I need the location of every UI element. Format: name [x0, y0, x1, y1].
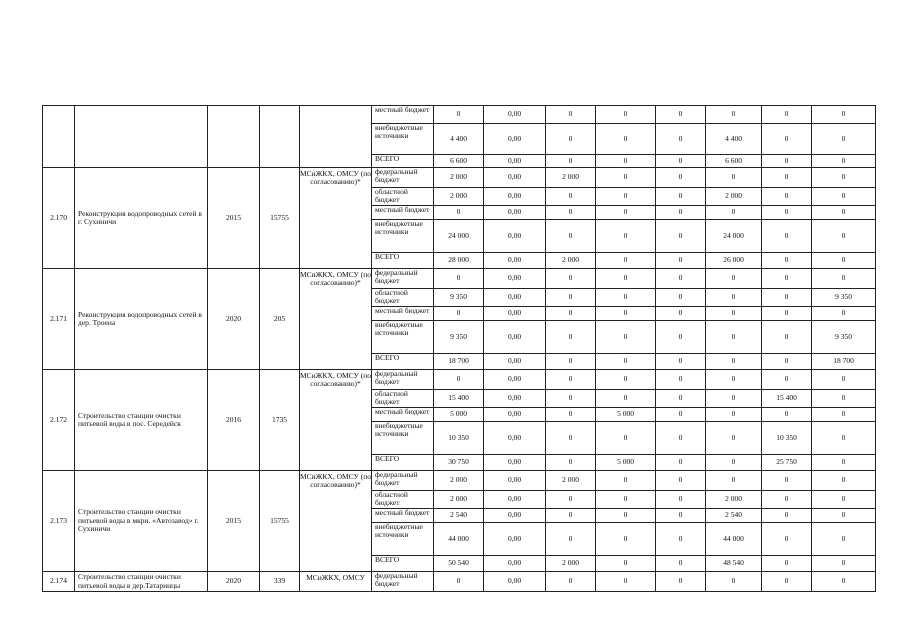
funding-table — [42, 105, 876, 592]
table-row — [43, 106, 876, 124]
value-cell-y2017: 0 — [656, 471, 706, 491]
value-cell-y2016: 0 — [596, 354, 656, 370]
value-cell-total: 0 — [434, 206, 484, 220]
project-cost: 15755 — [260, 471, 300, 572]
project-executor: МСиЖКХ, ОМСУ (по согласованию)* — [300, 471, 372, 572]
value-cell-y2020: 0 — [812, 572, 876, 592]
value-cell-y2016: 0 — [596, 370, 656, 390]
value-cell-y2017: 0 — [656, 556, 706, 572]
row-code: 2.174 — [43, 572, 75, 592]
table-row — [43, 370, 876, 390]
funding-source: местный бюджет — [372, 509, 434, 523]
value-cell-total: 9 350 — [434, 289, 484, 307]
value-cell-y2015: 2 000 — [546, 253, 596, 269]
value-cell-total: 2 000 — [434, 471, 484, 491]
value-cell-y2016: 0 — [596, 390, 656, 408]
value-cell-y2014: 0,00 — [484, 188, 546, 206]
value-cell-y2014: 0,00 — [484, 523, 546, 556]
value-cell-y2017: 0 — [656, 220, 706, 253]
value-cell-y2019: 0 — [762, 307, 812, 321]
value-cell-total: 0 — [434, 307, 484, 321]
value-cell-total: 30 750 — [434, 455, 484, 471]
table-row — [43, 168, 876, 188]
value-cell-y2014: 0,00 — [484, 220, 546, 253]
value-cell-y2018: 0 — [706, 572, 762, 592]
value-cell-total: 2 000 — [434, 491, 484, 509]
funding-source: областной бюджет — [372, 289, 434, 307]
funding-source: ВСЕГО — [372, 253, 434, 269]
value-cell-total: 2 540 — [434, 509, 484, 523]
value-cell-y2020: 0 — [812, 269, 876, 289]
value-cell-y2014: 0,00 — [484, 307, 546, 321]
funding-source: ВСЕГО — [372, 354, 434, 370]
funding-source: федеральный бюджет — [372, 370, 434, 390]
project-year: 2020 — [208, 269, 260, 370]
funding-source: местный бюджет — [372, 206, 434, 220]
value-cell-y2019: 0 — [762, 124, 812, 155]
value-cell-y2019: 0 — [762, 206, 812, 220]
value-cell-y2017: 0 — [656, 253, 706, 269]
value-cell-y2020: 0 — [812, 206, 876, 220]
value-cell-y2014: 0,00 — [484, 168, 546, 188]
value-cell-y2019: 0 — [762, 106, 812, 124]
value-cell-y2018: 24 000 — [706, 220, 762, 253]
value-cell-y2020: 0 — [812, 408, 876, 422]
project-name: Реконструкция водопроводных сетей в дер. Троена — [75, 269, 208, 370]
value-cell-y2020: 9 350 — [812, 321, 876, 354]
value-cell-y2020: 0 — [812, 556, 876, 572]
page-top-margin — [0, 0, 905, 105]
value-cell-y2019: 0 — [762, 408, 812, 422]
value-cell-y2015: 0 — [546, 155, 596, 168]
value-cell-y2015: 0 — [546, 106, 596, 124]
value-cell-y2014: 0,00 — [484, 106, 546, 124]
value-cell-y2020: 0 — [812, 509, 876, 523]
value-cell-total: 18 700 — [434, 354, 484, 370]
value-cell-y2020: 0 — [812, 168, 876, 188]
value-cell-y2020: 0 — [812, 523, 876, 556]
value-cell-y2020: 0 — [812, 155, 876, 168]
value-cell-y2015: 0 — [546, 354, 596, 370]
value-cell-y2020: 0 — [812, 188, 876, 206]
funding-source: ВСЕГО — [372, 155, 434, 168]
value-cell-y2016: 0 — [596, 509, 656, 523]
row-code: 2.170 — [43, 168, 75, 269]
value-cell-y2018: 6 600 — [706, 155, 762, 168]
value-cell-y2014: 0,00 — [484, 155, 546, 168]
value-cell-y2016: 0 — [596, 572, 656, 592]
funding-source: федеральный бюджет — [372, 168, 434, 188]
project-executor: МСиЖКХ, ОМСУ (по согласованию)* — [300, 370, 372, 471]
value-cell-y2015: 0 — [546, 491, 596, 509]
value-cell-y2014: 0,00 — [484, 491, 546, 509]
value-cell-y2017: 0 — [656, 124, 706, 155]
funding-source: внебюджетные источники — [372, 220, 434, 253]
project-year: 2016 — [208, 370, 260, 471]
value-cell-y2016: 0 — [596, 289, 656, 307]
value-cell-y2014: 0,00 — [484, 321, 546, 354]
value-cell-y2016: 0 — [596, 269, 656, 289]
value-cell-y2018: 0 — [706, 321, 762, 354]
value-cell-y2018: 0 — [706, 168, 762, 188]
funding-source: местный бюджет — [372, 106, 434, 124]
value-cell-y2016: 0 — [596, 556, 656, 572]
value-cell-y2020: 0 — [812, 106, 876, 124]
value-cell-y2014: 0,00 — [484, 509, 546, 523]
value-cell-y2016: 5 000 — [596, 455, 656, 471]
value-cell-y2015: 0 — [546, 370, 596, 390]
value-cell-y2017: 0 — [656, 155, 706, 168]
value-cell-y2020: 0 — [812, 124, 876, 155]
value-cell-y2014: 0,00 — [484, 206, 546, 220]
value-cell-y2019: 0 — [762, 354, 812, 370]
project-name: Строительство станции очистки питьевой воды в мкрн. «Автозавод» г. Сухиничи — [75, 471, 208, 572]
value-cell-y2019: 0 — [762, 168, 812, 188]
value-cell-y2014: 0,00 — [484, 422, 546, 455]
value-cell-y2020: 0 — [812, 491, 876, 509]
value-cell-y2015: 0 — [546, 124, 596, 155]
value-cell-total: 44 000 — [434, 523, 484, 556]
row-code: 2.172 — [43, 370, 75, 471]
value-cell-y2019: 0 — [762, 523, 812, 556]
value-cell-y2014: 0,00 — [484, 471, 546, 491]
value-cell-y2015: 0 — [546, 523, 596, 556]
project-cost: 339 — [260, 572, 300, 592]
table-row — [43, 471, 876, 491]
value-cell-y2020: 0 — [812, 307, 876, 321]
value-cell-y2018: 0 — [706, 422, 762, 455]
value-cell-y2016: 0 — [596, 422, 656, 455]
value-cell-y2020: 0 — [812, 422, 876, 455]
value-cell-y2017: 0 — [656, 269, 706, 289]
value-cell-y2018: 26 000 — [706, 253, 762, 269]
row-code: 2.173 — [43, 471, 75, 572]
value-cell-y2019: 0 — [762, 220, 812, 253]
value-cell-y2017: 0 — [656, 422, 706, 455]
funding-source: федеральный бюджет — [372, 471, 434, 491]
value-cell-total: 6 600 — [434, 155, 484, 168]
funding-source: местный бюджет — [372, 408, 434, 422]
value-cell-total: 0 — [434, 572, 484, 592]
value-cell-y2014: 0,00 — [484, 269, 546, 289]
value-cell-y2014: 0,00 — [484, 124, 546, 155]
project-name: Строительство станции очистки питьевой воды в дер.Татаринцы — [75, 572, 208, 592]
value-cell-y2019: 0 — [762, 509, 812, 523]
value-cell-y2015: 0 — [546, 220, 596, 253]
value-cell-y2019: 0 — [762, 289, 812, 307]
value-cell-y2017: 0 — [656, 572, 706, 592]
value-cell-y2015: 0 — [546, 289, 596, 307]
value-cell-y2015: 0 — [546, 408, 596, 422]
project-executor: МСиЖКХ, ОМСУ (по согласованию)* — [300, 168, 372, 269]
value-cell-y2017: 0 — [656, 523, 706, 556]
project-year: 2020 — [208, 572, 260, 592]
row-code — [43, 106, 75, 168]
value-cell-y2019: 0 — [762, 253, 812, 269]
value-cell-y2015: 2 000 — [546, 471, 596, 491]
value-cell-y2014: 0,00 — [484, 408, 546, 422]
value-cell-y2016: 0 — [596, 124, 656, 155]
funding-source: федеральный бюджет — [372, 572, 434, 592]
funding-source: областной бюджет — [372, 491, 434, 509]
value-cell-total: 10 350 — [434, 422, 484, 455]
project-executor: МСиЖКХ, ОМСУ — [300, 572, 372, 592]
project-year: 2015 — [208, 471, 260, 572]
value-cell-y2015: 0 — [546, 206, 596, 220]
funding-source: внебюджетные источники — [372, 523, 434, 556]
value-cell-y2015: 0 — [546, 572, 596, 592]
value-cell-y2017: 0 — [656, 206, 706, 220]
value-cell-y2016: 0 — [596, 523, 656, 556]
value-cell-y2018: 44 000 — [706, 523, 762, 556]
project-executor: МСиЖКХ, ОМСУ (по согласованию)* — [300, 269, 372, 370]
value-cell-total: 50 540 — [434, 556, 484, 572]
project-year: 2015 — [208, 168, 260, 269]
value-cell-y2018: 0 — [706, 106, 762, 124]
value-cell-y2017: 0 — [656, 390, 706, 408]
value-cell-y2016: 0 — [596, 321, 656, 354]
value-cell-y2014: 0,00 — [484, 455, 546, 471]
value-cell-y2017: 0 — [656, 168, 706, 188]
value-cell-y2018: 0 — [706, 455, 762, 471]
value-cell-y2017: 0 — [656, 188, 706, 206]
value-cell-y2015: 0 — [546, 455, 596, 471]
value-cell-y2015: 2 000 — [546, 556, 596, 572]
funding-source: федеральный бюджет — [372, 269, 434, 289]
value-cell-total: 5 000 — [434, 408, 484, 422]
value-cell-y2019: 0 — [762, 155, 812, 168]
project-name: Строительство станции очистки питьевой воды в пос. Середейск — [75, 370, 208, 471]
funding-source: областной бюджет — [372, 188, 434, 206]
value-cell-y2015: 0 — [546, 269, 596, 289]
value-cell-y2017: 0 — [656, 307, 706, 321]
value-cell-y2018: 2 000 — [706, 491, 762, 509]
value-cell-y2020: 0 — [812, 220, 876, 253]
value-cell-y2017: 0 — [656, 354, 706, 370]
funding-source: внебюджетные источники — [372, 321, 434, 354]
value-cell-y2015: 0 — [546, 307, 596, 321]
value-cell-y2017: 0 — [656, 321, 706, 354]
value-cell-y2019: 0 — [762, 556, 812, 572]
value-cell-y2018: 0 — [706, 289, 762, 307]
value-cell-y2016: 5 000 — [596, 408, 656, 422]
value-cell-y2020: 0 — [812, 390, 876, 408]
value-cell-y2019: 0 — [762, 269, 812, 289]
value-cell-y2016: 0 — [596, 491, 656, 509]
value-cell-y2016: 0 — [596, 471, 656, 491]
project-name: Реконструкция водопроводных сетей в г. Сухиничи — [75, 168, 208, 269]
project-executor — [300, 106, 372, 168]
value-cell-y2019: 25 750 — [762, 455, 812, 471]
value-cell-y2014: 0,00 — [484, 253, 546, 269]
value-cell-y2015: 0 — [546, 390, 596, 408]
value-cell-total: 0 — [434, 106, 484, 124]
value-cell-total: 2 000 — [434, 168, 484, 188]
value-cell-y2018: 2 000 — [706, 188, 762, 206]
table-row — [43, 572, 876, 592]
value-cell-y2014: 0,00 — [484, 556, 546, 572]
value-cell-y2019: 0 — [762, 321, 812, 354]
row-code: 2.171 — [43, 269, 75, 370]
value-cell-y2019: 0 — [762, 370, 812, 390]
value-cell-y2017: 0 — [656, 370, 706, 390]
value-cell-y2016: 0 — [596, 155, 656, 168]
project-cost — [260, 106, 300, 168]
funding-source: областной бюджет — [372, 390, 434, 408]
funding-source: ВСЕГО — [372, 556, 434, 572]
value-cell-y2016: 0 — [596, 220, 656, 253]
funding-source: внебюджетные источники — [372, 422, 434, 455]
value-cell-y2015: 2 000 — [546, 168, 596, 188]
value-cell-y2015: 0 — [546, 321, 596, 354]
value-cell-y2018: 0 — [706, 269, 762, 289]
value-cell-y2017: 0 — [656, 491, 706, 509]
value-cell-y2017: 0 — [656, 455, 706, 471]
value-cell-total: 2 000 — [434, 188, 484, 206]
value-cell-y2020: 0 — [812, 471, 876, 491]
value-cell-y2017: 0 — [656, 289, 706, 307]
value-cell-y2018: 2 540 — [706, 509, 762, 523]
value-cell-y2018: 0 — [706, 408, 762, 422]
value-cell-total: 0 — [434, 269, 484, 289]
value-cell-y2016: 0 — [596, 106, 656, 124]
value-cell-total: 9 350 — [434, 321, 484, 354]
value-cell-y2015: 0 — [546, 509, 596, 523]
funding-source: местный бюджет — [372, 307, 434, 321]
project-cost: 205 — [260, 269, 300, 370]
value-cell-y2014: 0,00 — [484, 572, 546, 592]
project-cost: 15755 — [260, 168, 300, 269]
value-cell-y2014: 0,00 — [484, 289, 546, 307]
value-cell-total: 28 000 — [434, 253, 484, 269]
project-name — [75, 106, 208, 168]
value-cell-total: 24 000 — [434, 220, 484, 253]
value-cell-y2016: 0 — [596, 307, 656, 321]
value-cell-y2018: 0 — [706, 206, 762, 220]
value-cell-y2020: 0 — [812, 370, 876, 390]
value-cell-y2017: 0 — [656, 408, 706, 422]
value-cell-y2018: 0 — [706, 370, 762, 390]
value-cell-y2015: 0 — [546, 188, 596, 206]
value-cell-y2017: 0 — [656, 509, 706, 523]
value-cell-y2018: 0 — [706, 354, 762, 370]
value-cell-y2014: 0,00 — [484, 370, 546, 390]
value-cell-y2018: 0 — [706, 390, 762, 408]
value-cell-y2018: 4 400 — [706, 124, 762, 155]
value-cell-y2014: 0,00 — [484, 390, 546, 408]
value-cell-y2019: 0 — [762, 188, 812, 206]
value-cell-y2018: 0 — [706, 307, 762, 321]
value-cell-y2014: 0,00 — [484, 354, 546, 370]
value-cell-y2019: 15 400 — [762, 390, 812, 408]
value-cell-y2020: 0 — [812, 253, 876, 269]
value-cell-y2018: 48 540 — [706, 556, 762, 572]
value-cell-total: 0 — [434, 370, 484, 390]
project-year — [208, 106, 260, 168]
project-cost: 1735 — [260, 370, 300, 471]
value-cell-y2016: 0 — [596, 253, 656, 269]
value-cell-y2016: 0 — [596, 206, 656, 220]
table-row — [43, 269, 876, 289]
value-cell-y2015: 0 — [546, 422, 596, 455]
funding-source: ВСЕГО — [372, 455, 434, 471]
value-cell-y2020: 18 700 — [812, 354, 876, 370]
funding-source: внебюджетные источники — [372, 124, 434, 155]
value-cell-y2016: 0 — [596, 188, 656, 206]
value-cell-y2017: 0 — [656, 106, 706, 124]
value-cell-y2019: 0 — [762, 572, 812, 592]
value-cell-y2016: 0 — [596, 168, 656, 188]
value-cell-y2018: 0 — [706, 471, 762, 491]
value-cell-total: 15 400 — [434, 390, 484, 408]
value-cell-y2020: 9 350 — [812, 289, 876, 307]
value-cell-y2020: 0 — [812, 455, 876, 471]
value-cell-total: 4 400 — [434, 124, 484, 155]
value-cell-y2019: 0 — [762, 471, 812, 491]
value-cell-y2019: 0 — [762, 491, 812, 509]
value-cell-y2019: 10 350 — [762, 422, 812, 455]
